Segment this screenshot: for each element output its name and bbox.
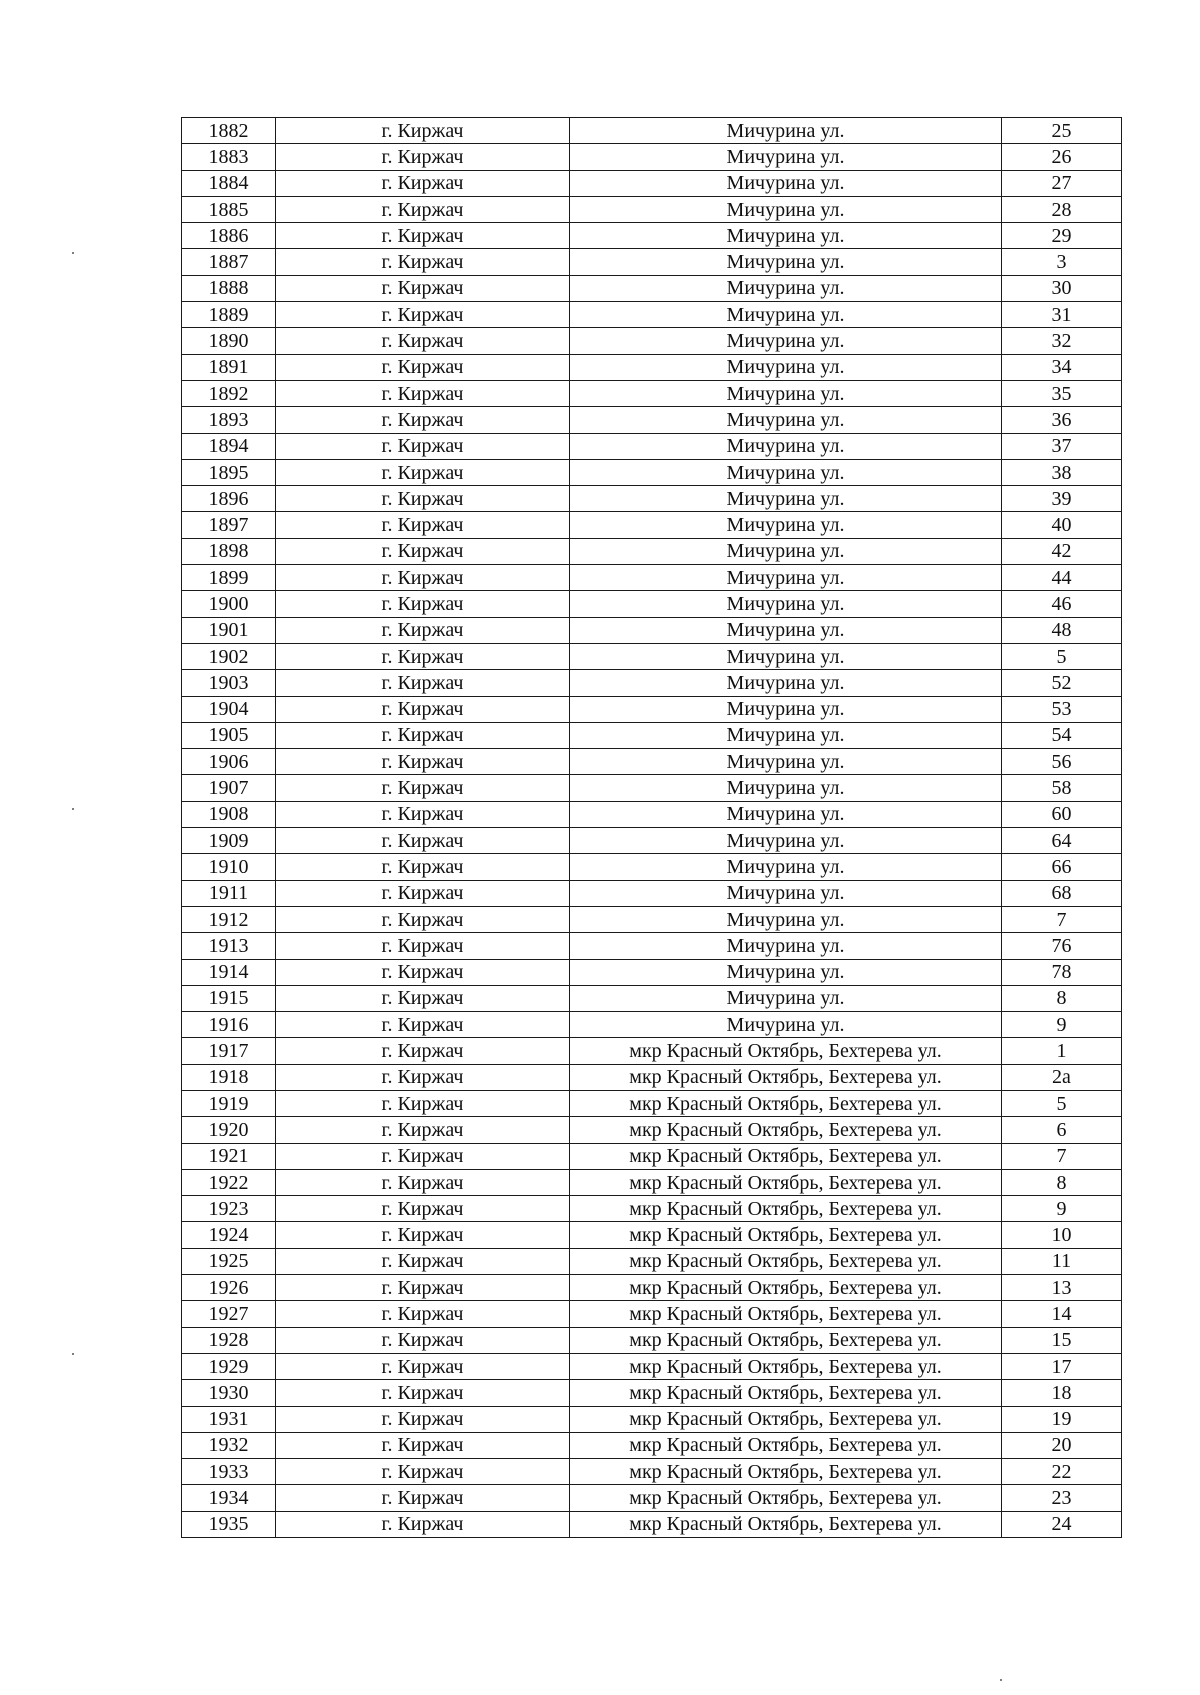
- city-cell: г. Киржач: [276, 1222, 570, 1248]
- row-number-cell: 1926: [182, 1275, 276, 1301]
- street-cell: Мичурина ул.: [570, 433, 1002, 459]
- table-row: [182, 1196, 1122, 1222]
- city-cell: г. Киржач: [276, 433, 570, 459]
- house-number-cell: 6: [1002, 1117, 1122, 1143]
- house-number-cell: 39: [1002, 486, 1122, 512]
- row-number-cell: 1888: [182, 275, 276, 301]
- house-number-cell: 38: [1002, 459, 1122, 485]
- house-number-cell: 18: [1002, 1380, 1122, 1406]
- table-row: [182, 617, 1122, 643]
- table-row: [182, 512, 1122, 538]
- table-row: [182, 1012, 1122, 1038]
- city-cell: г. Киржач: [276, 880, 570, 906]
- city-cell: г. Киржач: [276, 906, 570, 932]
- street-cell: Мичурина ул.: [570, 775, 1002, 801]
- house-number-cell: 48: [1002, 617, 1122, 643]
- table-row: [182, 749, 1122, 775]
- street-cell: Мичурина ул.: [570, 933, 1002, 959]
- house-number-cell: 46: [1002, 591, 1122, 617]
- house-number-cell: 40: [1002, 512, 1122, 538]
- table-row: [182, 1432, 1122, 1458]
- street-cell: Мичурина ул.: [570, 722, 1002, 748]
- table-row: [182, 1275, 1122, 1301]
- row-number-cell: 1896: [182, 486, 276, 512]
- row-number-cell: 1898: [182, 538, 276, 564]
- row-number-cell: 1887: [182, 249, 276, 275]
- house-number-cell: 44: [1002, 565, 1122, 591]
- street-cell: Мичурина ул.: [570, 959, 1002, 985]
- table-row: [182, 486, 1122, 512]
- table-row: [182, 722, 1122, 748]
- house-number-cell: 15: [1002, 1327, 1122, 1353]
- house-number-cell: 66: [1002, 854, 1122, 880]
- table-row: [182, 1380, 1122, 1406]
- street-cell: Мичурина ул.: [570, 223, 1002, 249]
- row-number-cell: 1892: [182, 380, 276, 406]
- house-number-cell: 17: [1002, 1353, 1122, 1379]
- city-cell: г. Киржач: [276, 749, 570, 775]
- table-row: [182, 459, 1122, 485]
- row-number-cell: 1891: [182, 354, 276, 380]
- city-cell: г. Киржач: [276, 275, 570, 301]
- street-cell: мкр Красный Октябрь, Бехтерева ул.: [570, 1038, 1002, 1064]
- table-row: [182, 118, 1122, 144]
- table-row: [182, 328, 1122, 354]
- house-number-cell: 68: [1002, 880, 1122, 906]
- house-number-cell: 29: [1002, 223, 1122, 249]
- street-cell: Мичурина ул.: [570, 591, 1002, 617]
- city-cell: г. Киржач: [276, 617, 570, 643]
- table-row: [182, 1222, 1122, 1248]
- row-number-cell: 1934: [182, 1485, 276, 1511]
- street-cell: Мичурина ул.: [570, 1012, 1002, 1038]
- row-number-cell: 1900: [182, 591, 276, 617]
- house-number-cell: 22: [1002, 1459, 1122, 1485]
- street-cell: Мичурина ул.: [570, 407, 1002, 433]
- row-number-cell: 1899: [182, 565, 276, 591]
- row-number-cell: 1907: [182, 775, 276, 801]
- row-number-cell: 1925: [182, 1248, 276, 1274]
- house-number-cell: 25: [1002, 118, 1122, 144]
- table-row: [182, 1301, 1122, 1327]
- city-cell: г. Киржач: [276, 1511, 570, 1537]
- city-cell: г. Киржач: [276, 380, 570, 406]
- street-cell: Мичурина ул.: [570, 486, 1002, 512]
- house-number-cell: 19: [1002, 1406, 1122, 1432]
- street-cell: Мичурина ул.: [570, 512, 1002, 538]
- row-number-cell: 1913: [182, 933, 276, 959]
- city-cell: г. Киржач: [276, 1275, 570, 1301]
- street-cell: Мичурина ул.: [570, 880, 1002, 906]
- row-number-cell: 1930: [182, 1380, 276, 1406]
- row-number-cell: 1917: [182, 1038, 276, 1064]
- house-number-cell: 28: [1002, 196, 1122, 222]
- table-row: [182, 1064, 1122, 1090]
- city-cell: г. Киржач: [276, 828, 570, 854]
- city-cell: г. Киржач: [276, 1353, 570, 1379]
- table-row: [182, 354, 1122, 380]
- street-cell: Мичурина ул.: [570, 459, 1002, 485]
- row-number-cell: 1885: [182, 196, 276, 222]
- city-cell: г. Киржач: [276, 223, 570, 249]
- street-cell: Мичурина ул.: [570, 538, 1002, 564]
- street-cell: Мичурина ул.: [570, 302, 1002, 328]
- city-cell: г. Киржач: [276, 959, 570, 985]
- city-cell: г. Киржач: [276, 1248, 570, 1274]
- house-number-cell: 20: [1002, 1432, 1122, 1458]
- city-cell: г. Киржач: [276, 775, 570, 801]
- street-cell: мкр Красный Октябрь, Бехтерева ул.: [570, 1064, 1002, 1090]
- city-cell: г. Киржач: [276, 1485, 570, 1511]
- street-cell: мкр Красный Октябрь, Бехтерева ул.: [570, 1432, 1002, 1458]
- street-cell: мкр Красный Октябрь, Бехтерева ул.: [570, 1406, 1002, 1432]
- table-row: [182, 880, 1122, 906]
- row-number-cell: 1902: [182, 643, 276, 669]
- house-number-cell: 5: [1002, 643, 1122, 669]
- table-row: [182, 906, 1122, 932]
- row-number-cell: 1897: [182, 512, 276, 538]
- city-cell: г. Киржач: [276, 985, 570, 1011]
- city-cell: г. Киржач: [276, 1406, 570, 1432]
- table-row: [182, 538, 1122, 564]
- city-cell: г. Киржач: [276, 801, 570, 827]
- street-cell: Мичурина ул.: [570, 854, 1002, 880]
- table-row: [182, 196, 1122, 222]
- table-row: [182, 144, 1122, 170]
- table-row: [182, 801, 1122, 827]
- house-number-cell: 1: [1002, 1038, 1122, 1064]
- table-row: [182, 1485, 1122, 1511]
- row-number-cell: 1901: [182, 617, 276, 643]
- house-number-cell: 9: [1002, 1196, 1122, 1222]
- house-number-cell: 56: [1002, 749, 1122, 775]
- street-cell: Мичурина ул.: [570, 328, 1002, 354]
- house-number-cell: 24: [1002, 1511, 1122, 1537]
- house-number-cell: 5: [1002, 1090, 1122, 1116]
- house-number-cell: 2а: [1002, 1064, 1122, 1090]
- city-cell: г. Киржач: [276, 933, 570, 959]
- table-row: [182, 1353, 1122, 1379]
- house-number-cell: 7: [1002, 906, 1122, 932]
- street-cell: Мичурина ул.: [570, 696, 1002, 722]
- row-number-cell: 1916: [182, 1012, 276, 1038]
- table-row: [182, 643, 1122, 669]
- table-row: [182, 1248, 1122, 1274]
- city-cell: г. Киржач: [276, 459, 570, 485]
- city-cell: г. Киржач: [276, 1143, 570, 1169]
- table-row: [182, 591, 1122, 617]
- house-number-cell: 64: [1002, 828, 1122, 854]
- row-number-cell: 1924: [182, 1222, 276, 1248]
- table-row: [182, 170, 1122, 196]
- row-number-cell: 1905: [182, 722, 276, 748]
- city-cell: г. Киржач: [276, 538, 570, 564]
- street-cell: Мичурина ул.: [570, 249, 1002, 275]
- house-number-cell: 35: [1002, 380, 1122, 406]
- table-row: [182, 1459, 1122, 1485]
- city-cell: г. Киржач: [276, 302, 570, 328]
- row-number-cell: 1889: [182, 302, 276, 328]
- city-cell: г. Киржач: [276, 1380, 570, 1406]
- table-row: [182, 1511, 1122, 1537]
- house-number-cell: 34: [1002, 354, 1122, 380]
- city-cell: г. Киржач: [276, 249, 570, 275]
- city-cell: г. Киржач: [276, 512, 570, 538]
- house-number-cell: 30: [1002, 275, 1122, 301]
- row-number-cell: 1908: [182, 801, 276, 827]
- house-number-cell: 60: [1002, 801, 1122, 827]
- street-cell: Мичурина ул.: [570, 906, 1002, 932]
- row-number-cell: 1906: [182, 749, 276, 775]
- street-cell: мкр Красный Октябрь, Бехтерева ул.: [570, 1327, 1002, 1353]
- city-cell: г. Киржач: [276, 1169, 570, 1195]
- street-cell: Мичурина ул.: [570, 985, 1002, 1011]
- row-number-cell: 1922: [182, 1169, 276, 1195]
- table-row: [182, 1169, 1122, 1195]
- table-row: [182, 828, 1122, 854]
- house-number-cell: 53: [1002, 696, 1122, 722]
- street-cell: Мичурина ул.: [570, 144, 1002, 170]
- row-number-cell: 1890: [182, 328, 276, 354]
- table-row: [182, 1327, 1122, 1353]
- city-cell: г. Киржач: [276, 696, 570, 722]
- row-number-cell: 1918: [182, 1064, 276, 1090]
- street-cell: мкр Красный Октябрь, Бехтерева ул.: [570, 1196, 1002, 1222]
- house-number-cell: 8: [1002, 985, 1122, 1011]
- row-number-cell: 1923: [182, 1196, 276, 1222]
- city-cell: г. Киржач: [276, 196, 570, 222]
- table-row: [182, 249, 1122, 275]
- street-cell: мкр Красный Октябрь, Бехтерева ул.: [570, 1301, 1002, 1327]
- table-row: [182, 933, 1122, 959]
- row-number-cell: 1883: [182, 144, 276, 170]
- table-row: [182, 1406, 1122, 1432]
- street-cell: Мичурина ул.: [570, 170, 1002, 196]
- row-number-cell: 1893: [182, 407, 276, 433]
- row-number-cell: 1931: [182, 1406, 276, 1432]
- city-cell: г. Киржач: [276, 486, 570, 512]
- row-number-cell: 1933: [182, 1459, 276, 1485]
- row-number-cell: 1895: [182, 459, 276, 485]
- row-number-cell: 1882: [182, 118, 276, 144]
- street-cell: мкр Красный Октябрь, Бехтерева ул.: [570, 1117, 1002, 1143]
- street-cell: мкр Красный Октябрь, Бехтерева ул.: [570, 1090, 1002, 1116]
- scan-speck: [72, 1353, 74, 1355]
- house-number-cell: 9: [1002, 1012, 1122, 1038]
- table-row: [182, 854, 1122, 880]
- street-cell: мкр Красный Октябрь, Бехтерева ул.: [570, 1143, 1002, 1169]
- city-cell: г. Киржач: [276, 407, 570, 433]
- house-number-cell: 27: [1002, 170, 1122, 196]
- table-row: [182, 1143, 1122, 1169]
- city-cell: г. Киржач: [276, 354, 570, 380]
- city-cell: г. Киржач: [276, 1327, 570, 1353]
- city-cell: г. Киржач: [276, 643, 570, 669]
- table-row: [182, 696, 1122, 722]
- table-row: [182, 565, 1122, 591]
- street-cell: Мичурина ул.: [570, 196, 1002, 222]
- house-number-cell: 8: [1002, 1169, 1122, 1195]
- table-row: [182, 775, 1122, 801]
- row-number-cell: 1909: [182, 828, 276, 854]
- row-number-cell: 1919: [182, 1090, 276, 1116]
- street-cell: мкр Красный Октябрь, Бехтерева ул.: [570, 1459, 1002, 1485]
- city-cell: г. Киржач: [276, 1196, 570, 1222]
- scan-speck: [1000, 1679, 1002, 1681]
- table-row: [182, 302, 1122, 328]
- street-cell: Мичурина ул.: [570, 118, 1002, 144]
- street-cell: мкр Красный Октябрь, Бехтерева ул.: [570, 1248, 1002, 1274]
- street-cell: Мичурина ул.: [570, 643, 1002, 669]
- row-number-cell: 1894: [182, 433, 276, 459]
- street-cell: Мичурина ул.: [570, 275, 1002, 301]
- row-number-cell: 1914: [182, 959, 276, 985]
- city-cell: г. Киржач: [276, 144, 570, 170]
- city-cell: г. Киржач: [276, 328, 570, 354]
- house-number-cell: 42: [1002, 538, 1122, 564]
- table-row: [182, 1038, 1122, 1064]
- street-cell: Мичурина ул.: [570, 828, 1002, 854]
- city-cell: г. Киржач: [276, 118, 570, 144]
- table-row: [182, 380, 1122, 406]
- row-number-cell: 1920: [182, 1117, 276, 1143]
- table-row: [182, 959, 1122, 985]
- house-number-cell: 76: [1002, 933, 1122, 959]
- row-number-cell: 1932: [182, 1432, 276, 1458]
- scan-speck: [72, 252, 74, 254]
- row-number-cell: 1904: [182, 696, 276, 722]
- row-number-cell: 1911: [182, 880, 276, 906]
- city-cell: г. Киржач: [276, 1038, 570, 1064]
- street-cell: мкр Красный Октябрь, Бехтерева ул.: [570, 1222, 1002, 1248]
- city-cell: г. Киржач: [276, 565, 570, 591]
- street-cell: мкр Красный Октябрь, Бехтерева ул.: [570, 1275, 1002, 1301]
- table-row: [182, 670, 1122, 696]
- street-cell: Мичурина ул.: [570, 380, 1002, 406]
- row-number-cell: 1912: [182, 906, 276, 932]
- house-number-cell: 32: [1002, 328, 1122, 354]
- table-row: [182, 1090, 1122, 1116]
- city-cell: г. Киржач: [276, 670, 570, 696]
- street-cell: Мичурина ул.: [570, 354, 1002, 380]
- row-number-cell: 1915: [182, 985, 276, 1011]
- street-cell: Мичурина ул.: [570, 749, 1002, 775]
- row-number-cell: 1929: [182, 1353, 276, 1379]
- house-number-cell: 37: [1002, 433, 1122, 459]
- row-number-cell: 1935: [182, 1511, 276, 1537]
- house-number-cell: 26: [1002, 144, 1122, 170]
- street-cell: Мичурина ул.: [570, 617, 1002, 643]
- table-row: [182, 985, 1122, 1011]
- house-number-cell: 58: [1002, 775, 1122, 801]
- house-number-cell: 3: [1002, 249, 1122, 275]
- house-number-cell: 54: [1002, 722, 1122, 748]
- table-row: [182, 1117, 1122, 1143]
- street-cell: мкр Красный Октябрь, Бехтерева ул.: [570, 1485, 1002, 1511]
- house-number-cell: 13: [1002, 1275, 1122, 1301]
- house-number-cell: 7: [1002, 1143, 1122, 1169]
- house-number-cell: 52: [1002, 670, 1122, 696]
- house-number-cell: 31: [1002, 302, 1122, 328]
- table-row: [182, 223, 1122, 249]
- city-cell: г. Киржач: [276, 1432, 570, 1458]
- row-number-cell: 1903: [182, 670, 276, 696]
- street-cell: Мичурина ул.: [570, 801, 1002, 827]
- table-row: [182, 433, 1122, 459]
- row-number-cell: 1884: [182, 170, 276, 196]
- street-cell: Мичурина ул.: [570, 670, 1002, 696]
- row-number-cell: 1928: [182, 1327, 276, 1353]
- city-cell: г. Киржач: [276, 854, 570, 880]
- city-cell: г. Киржач: [276, 1117, 570, 1143]
- city-cell: г. Киржач: [276, 591, 570, 617]
- address-table-body: [182, 118, 1122, 1538]
- street-cell: мкр Красный Октябрь, Бехтерева ул.: [570, 1353, 1002, 1379]
- address-table: [181, 117, 1122, 1538]
- city-cell: г. Киржач: [276, 1064, 570, 1090]
- city-cell: г. Киржач: [276, 170, 570, 196]
- table-row: [182, 275, 1122, 301]
- city-cell: г. Киржач: [276, 1090, 570, 1116]
- city-cell: г. Киржач: [276, 1012, 570, 1038]
- house-number-cell: 23: [1002, 1485, 1122, 1511]
- house-number-cell: 78: [1002, 959, 1122, 985]
- house-number-cell: 11: [1002, 1248, 1122, 1274]
- city-cell: г. Киржач: [276, 722, 570, 748]
- row-number-cell: 1921: [182, 1143, 276, 1169]
- city-cell: г. Киржач: [276, 1301, 570, 1327]
- street-cell: мкр Красный Октябрь, Бехтерева ул.: [570, 1380, 1002, 1406]
- street-cell: мкр Красный Октябрь, Бехтерева ул.: [570, 1169, 1002, 1195]
- house-number-cell: 14: [1002, 1301, 1122, 1327]
- street-cell: мкр Красный Октябрь, Бехтерева ул.: [570, 1511, 1002, 1537]
- city-cell: г. Киржач: [276, 1459, 570, 1485]
- row-number-cell: 1927: [182, 1301, 276, 1327]
- house-number-cell: 10: [1002, 1222, 1122, 1248]
- row-number-cell: 1886: [182, 223, 276, 249]
- street-cell: Мичурина ул.: [570, 565, 1002, 591]
- scan-speck: [72, 808, 74, 810]
- table-row: [182, 407, 1122, 433]
- row-number-cell: 1910: [182, 854, 276, 880]
- house-number-cell: 36: [1002, 407, 1122, 433]
